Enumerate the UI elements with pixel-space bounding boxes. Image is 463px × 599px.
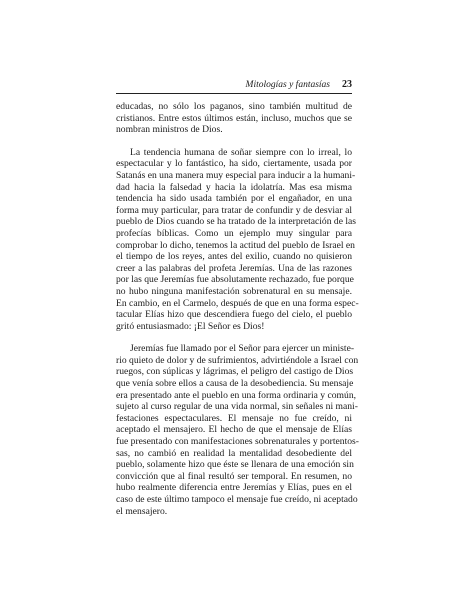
text-line: por las que Jeremías fue absolutamente rechazado, fue porque	[116, 274, 354, 286]
text-line: nombran ministros de Dios.	[116, 124, 223, 136]
text-line: aceptado el mensajero. El hecho de que el mensaje de Elías	[116, 424, 352, 436]
text-line: hubo realmente diferencia entre Jeremías y Elías, pues en el	[116, 482, 352, 494]
text-line: creer a las palabras del profeta Jeremías. Una de las razones	[116, 262, 352, 274]
text-line: En cambio, en el Carmelo, después de que en una forma espec-	[116, 297, 359, 309]
paragraph-1	[116, 101, 352, 136]
body-text	[116, 101, 359, 517]
text-line: sujeto al curso regular de una vida normal, sin señales ni mani-	[116, 401, 358, 413]
text-line: gritó entusiasmado: ¡El Señor es Dios!	[116, 320, 265, 332]
text-line: forma muy particular, para tratar de confundir y de desviar al	[116, 204, 352, 216]
text-line: sas, no cambió en realidad la mentalidad desobediente del	[116, 447, 352, 459]
text-line: educadas, no sólo los paganos, sino también multitud de	[116, 101, 352, 112]
text-line: espectacular y lo fantástico, ha sido, ciertamente, usada por	[116, 158, 352, 170]
text-line: el mensajero.	[116, 505, 168, 517]
text-line: comprobar lo dicho, tenemos la actitud del pueblo de Israel en	[116, 239, 355, 251]
running-header-title: Mitologías y fantasías	[245, 80, 330, 90]
text-line: convicción que al final resultó ser temporal. En resumen, no	[116, 470, 352, 482]
text-line: profecías bíblicas. Como un ejemplo muy singular para	[116, 227, 352, 239]
text-line: dad hacia la falsedad y hacia la idolatría. Mas esa misma	[116, 181, 352, 193]
text-line: pueblo, solamente hizo que éste se llenara de una emoción sin	[116, 459, 354, 471]
text-line: pueblo de Dios cuando se ha tratado de la interpretación de las	[116, 216, 357, 228]
text-line: era presentado ante el pueblo en una forma ordinaria y común,	[116, 389, 357, 401]
text-line: festaciones espectaculares. El mensaje no fue creído, ni	[116, 412, 352, 424]
text-line: Jeremías fue llamado por el Señor para ejercer un ministe-	[130, 343, 355, 355]
paragraph-3	[116, 343, 359, 517]
text-line: Satanás en una manera muy especial para inducir a la humani-	[116, 169, 356, 181]
text-line: fue presentado con manifestaciones sobrenaturales y portentos-	[116, 436, 359, 448]
text-line: rio quieto de dolor y de sufrimientos, advirtiéndole a Israel con	[116, 354, 359, 366]
text-line: ruegos, con súplicas y lágrimas, el peligro del castigo de Dios	[116, 366, 354, 378]
header-rule	[116, 93, 352, 94]
text-line: el tiempo de los reyes, antes del exilio, cuando no quisieron	[116, 251, 352, 263]
text-line: cristianos. Entre estos últimos están, incluso, muchos que se	[116, 112, 352, 124]
text-line: no hubo ninguna manifestación sobrenatural en su mensaje.	[116, 285, 352, 297]
text-line: tendencia ha sido usada también por el engañador, en una	[116, 193, 352, 205]
text-line: que venía sobre ellos a causa de la desobediencia. Su mensaje	[116, 378, 354, 390]
text-line: tacular Elías hizo que descendiera fuego del cielo, el pueblo	[116, 309, 352, 321]
page-number: 23	[342, 79, 352, 90]
text-line: La tendencia humana de soñar siempre con lo irreal, lo	[130, 146, 352, 158]
running-header	[116, 78, 352, 94]
paragraph-2	[116, 146, 359, 333]
text-line: caso de este último tampoco el mensaje fue creído, ni aceptado	[116, 494, 358, 505]
